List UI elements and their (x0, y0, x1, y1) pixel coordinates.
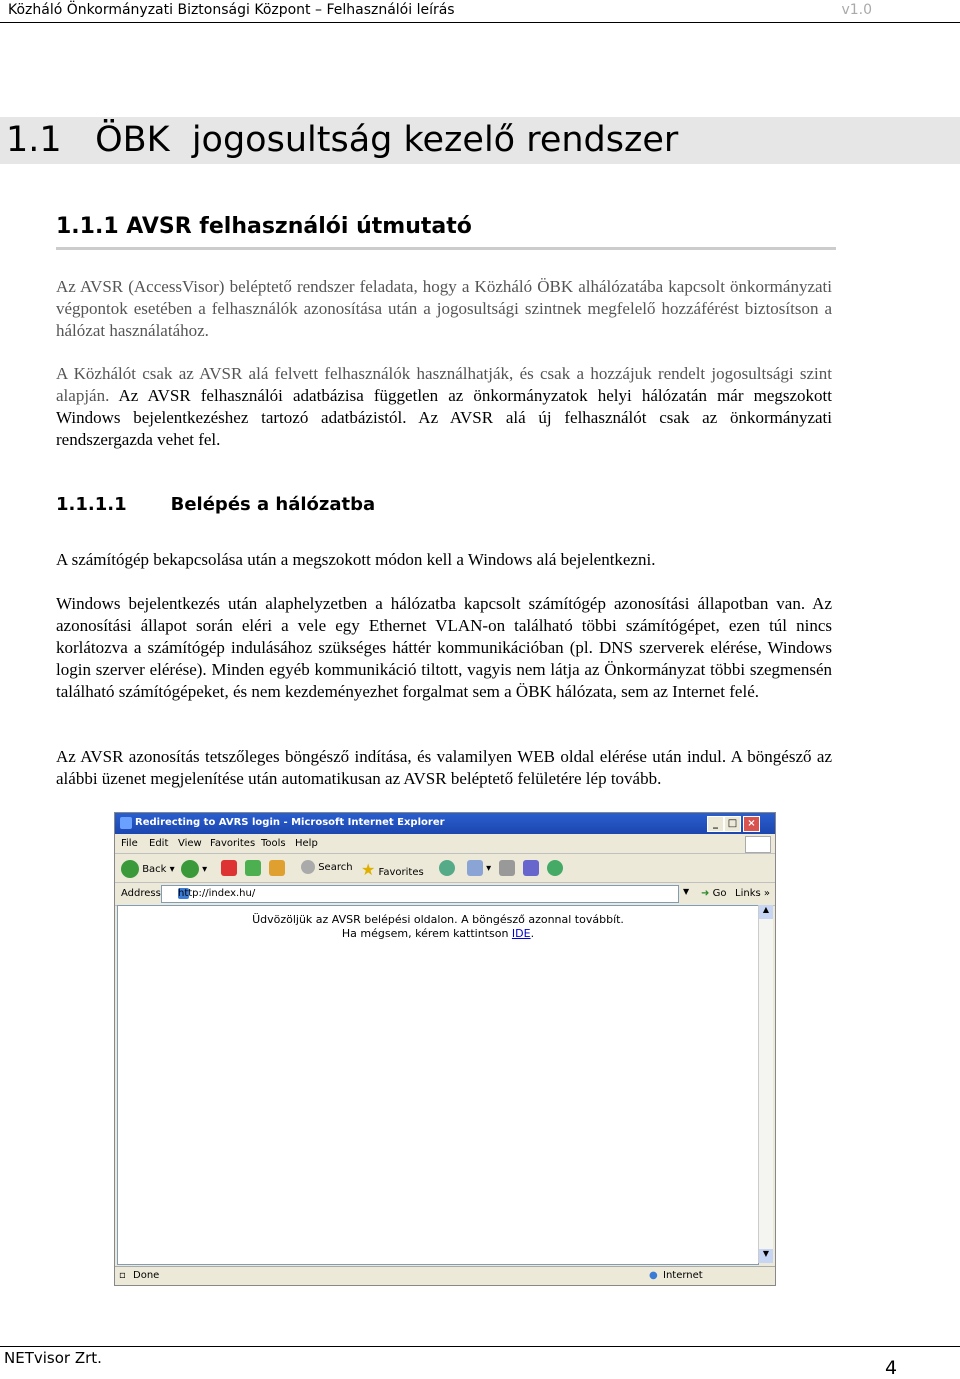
mail-button[interactable]: ▾ (467, 860, 491, 876)
heading-2: 1.1.1 AVSR felhasználói útmutató (56, 212, 836, 250)
scroll-up-icon[interactable]: ▲ (759, 905, 773, 919)
page-number: 4 (885, 1357, 898, 1379)
refresh-icon (245, 860, 261, 876)
menu-favorites[interactable]: Favorites (210, 838, 256, 849)
menu-edit[interactable]: Edit (149, 838, 169, 849)
stop-button[interactable] (221, 860, 237, 876)
paragraph-access-part2: Az AVSR felhasználói adatbázisa független az önkormányzatok helyi hálózatán már megszokott Windows bejelentkezéshez tartozó adatbázistól. Az AVSR alá új felhasználót csak az önkormányzati rendszergazda vehet fel. (56, 386, 832, 449)
refresh-button[interactable] (245, 860, 261, 876)
status-page-icon: ▫ (119, 1270, 126, 1281)
favorites-label: Favorites (378, 867, 424, 878)
minimize-icon[interactable]: _ (707, 816, 724, 832)
messenger-button[interactable] (547, 860, 563, 876)
media-icon (439, 860, 455, 876)
browser-content (117, 905, 759, 1265)
mail-icon (467, 860, 483, 876)
paragraph-browser: Az AVSR azonosítás tetszőleges böngésző indítása, és valamilyen WEB oldal elérése után indul. A böngésző az alábbi üzenet megjelenítése után automatikusan az AVSR beléptető felületére lép tovább. (56, 747, 832, 788)
windows-logo-icon (745, 836, 771, 853)
heading-4-title: Belépés a hálózatba (170, 494, 376, 515)
document-version: v1.0 (841, 2, 872, 18)
document-title: Közháló Önkormányzati Biztonsági Központ – Felhasználói leírás (8, 2, 455, 18)
paragraph-access (56, 363, 832, 451)
back-button[interactable]: Back ▾ (121, 860, 175, 878)
browser-title: Redirecting to AVRS login - Microsoft Internet Explorer (135, 817, 445, 828)
edit-icon (523, 860, 539, 876)
search-label: Search (318, 862, 353, 873)
maximize-icon[interactable]: □ (724, 816, 741, 832)
search-button[interactable] (301, 860, 353, 874)
print-button[interactable] (499, 860, 515, 876)
paragraph-intro: Az AVSR (AccessVisor) beléptető rendszer feladata, hogy a Közháló ÖBK alhálózatába kapcsolt önkormányzati végpontok esetében a felhasználók azonosítása után a jogosultsági szintnek megfelelő hozzáférést biztosítson a hálózat használatához. (56, 277, 832, 340)
heading-1 (6, 118, 678, 163)
scroll-down-icon[interactable]: ▼ (759, 1249, 773, 1263)
edit-page-button[interactable] (523, 860, 539, 876)
go-arrow-icon: ➜ (701, 888, 710, 899)
running-header (0, 0, 960, 23)
go-label: Go (712, 888, 727, 899)
address-url: http://index.hu/ (178, 888, 256, 899)
go-button[interactable] (701, 888, 726, 899)
links-button[interactable]: Links » (735, 888, 770, 899)
address-label: Address (121, 888, 161, 899)
search-icon (301, 860, 315, 874)
home-icon (269, 860, 285, 876)
favorites-star-icon: ★ (361, 860, 376, 879)
favorites-button[interactable] (361, 860, 424, 879)
footer-divider (0, 1346, 960, 1347)
menu-help[interactable]: Help (295, 838, 318, 849)
ie-icon (120, 817, 132, 829)
browser-titlebar (115, 813, 775, 834)
heading-1-number: 1.1 (6, 120, 62, 160)
menu-view[interactable]: View (178, 838, 202, 849)
messenger-icon (547, 860, 563, 876)
links-label: Links (735, 888, 761, 899)
paragraph-login: A számítógép bekapcsolása után a megszokott módon kell a Windows alá bejelentkezni. (56, 550, 656, 569)
home-button[interactable] (269, 860, 285, 876)
redirect-fallback-text: Ha mégsem, kérem kattintson (341, 927, 512, 940)
address-dropdown-icon[interactable]: ▼ (683, 887, 690, 896)
stop-icon (221, 860, 237, 876)
redirect-fallback (118, 926, 758, 941)
browser-menubar (115, 834, 775, 854)
address-bar (115, 883, 775, 906)
vertical-scrollbar[interactable] (758, 905, 773, 1263)
status-zone: Internet (663, 1270, 703, 1281)
back-label: Back (142, 864, 167, 875)
menu-file[interactable]: File (121, 838, 138, 849)
footer-company: NETvisor Zrt. (4, 1349, 102, 1367)
redirect-link[interactable]: IDE (511, 927, 531, 940)
forward-arrow-icon (181, 860, 199, 878)
print-icon (499, 860, 515, 876)
status-text: Done (133, 1270, 160, 1281)
paragraph-access-part1: A Közhálót csak az AVSR alá felvett felhasználók használhatják, és csak a hozzájuk rendelt jogosultsági szint alapján. (56, 364, 832, 405)
browser-screenshot (114, 812, 776, 1286)
redirect-message: Üdvözöljük az AVSR belépési oldalon. A böngésző azonnal továbbít. (252, 913, 624, 926)
heading-4 (56, 494, 375, 515)
forward-button[interactable]: ▾ (181, 860, 207, 878)
back-arrow-icon (121, 860, 139, 878)
address-input[interactable] (161, 885, 679, 903)
browser-toolbar (115, 854, 775, 883)
heading-4-number: 1.1.1.1 (56, 494, 127, 515)
browser-statusbar (115, 1266, 775, 1285)
media-button[interactable] (439, 860, 455, 876)
heading-1-title: ÖBK jogosultság kezelő rendszer (95, 120, 679, 160)
menu-tools[interactable]: Tools (261, 838, 286, 849)
redirect-fallback-end: . (530, 927, 535, 940)
internet-zone-icon: ● (649, 1270, 658, 1281)
paragraph-auth-state: Windows bejelentkezés után alaphelyzetben a hálózatba kapcsolt számítógép azonosítási állapotban van. Az azonosítási állapot során eléri a vele egy Ethernet VLAN-on található többi számítógépet, ezen túl nincs korlátozva a számítógép indulásához szükséges háttér kommunikációban (pl. DNS szerverek elérése, Windows login szerver elérése). Minden egyéb kommunikáció tiltott, vagyis nem látja az Önkormányzat többi szegmensén található számítógépeket, és nem kezdeményezhet forgalmat sem a ÖBK hálózata, sem az Internet felé. (56, 594, 832, 701)
close-icon[interactable]: × (743, 816, 760, 832)
